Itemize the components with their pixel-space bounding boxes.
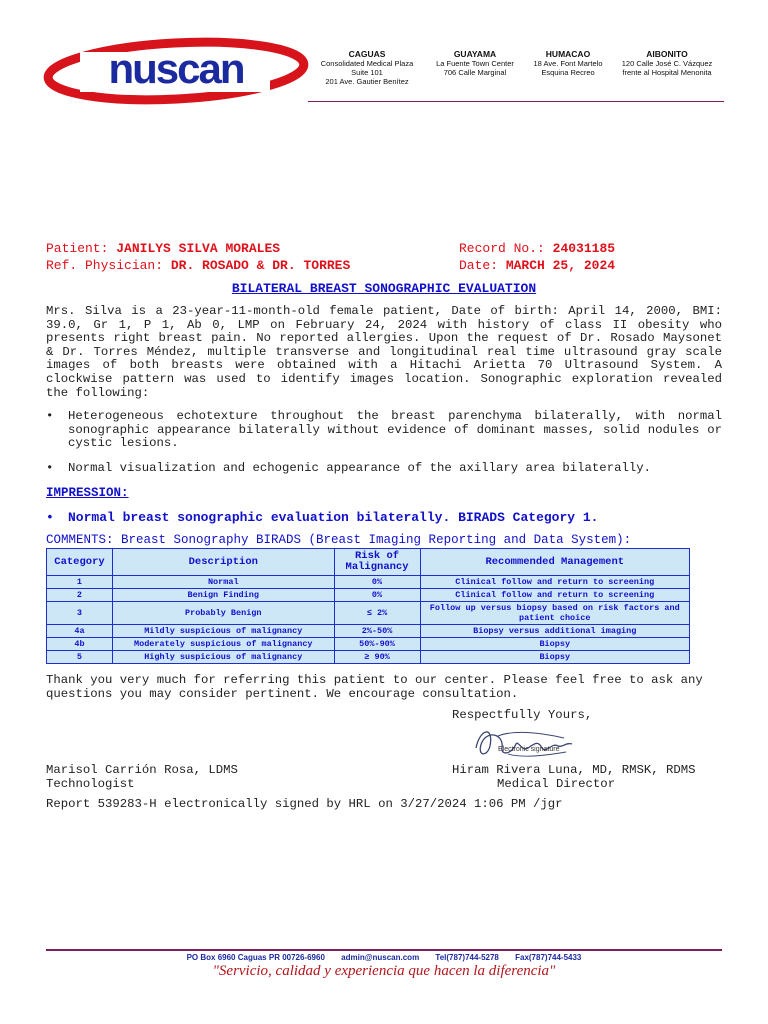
intro-paragraph: Mrs. Silva is a 23-year-11-month-old female patient, Date of birth: April 14, 2000, BMI: 39.0, Gr 1, P 1, Ab 0, LMP on February 24, 2024 with history of class II obesity who presents right breast pain. No reported allergies. Upon the request of Dr. Rosado Maysonet & Dr. Torres Méndez, multiple transverse and longitudinal real time ultrasound gray scale images of both breasts were obtained with a Hitachi Arietta 70 Ultrasound System. A clockwise pattern was used to identify images location. Sonographic exploration revealed the following:	[46, 304, 722, 400]
patient-name: JANILYS SILVA MORALES	[116, 241, 281, 256]
logo-text: nuscan	[108, 45, 244, 92]
finding-item	[46, 462, 722, 476]
location-line: Consolidated Medical Plaza	[320, 59, 414, 68]
director-name: Hiram Rivera Luna, MD, RMSK, RDMS	[452, 763, 696, 777]
location-caguas	[310, 50, 424, 86]
location-guayama	[426, 50, 524, 77]
table-cell: Mildly suspicious of malignancy	[112, 625, 334, 638]
table-cell: 4a	[47, 625, 113, 638]
signature-scribble	[468, 718, 578, 768]
table-cell: 0%	[334, 589, 420, 602]
table-cell: ≥ 90%	[334, 651, 420, 664]
impression-text: Normal breast sonographic evaluation bilaterally. BIRADS Category 1.	[68, 510, 599, 525]
table-cell: 2%-50%	[334, 625, 420, 638]
footer-email: admin@nuscan.com	[341, 953, 420, 962]
finding-text: Normal visualization and echogenic appearance of the axillary area bilaterally.	[68, 461, 651, 475]
technologist-title: Technologist	[46, 777, 135, 791]
footer-po-box: PO Box 6960 Caguas PR 00726-6960	[186, 953, 325, 962]
location-name: HUMACAO	[545, 49, 591, 59]
footer-fax: Fax(787)744-5433	[515, 953, 582, 962]
header-divider	[308, 101, 724, 102]
patient-label: Patient:	[46, 241, 109, 256]
physician-label: Ref. Physician:	[46, 258, 164, 273]
table-cell: 0%	[334, 576, 420, 589]
director-title: Medical Director	[497, 777, 616, 791]
table-cell: 50%-90%	[334, 638, 420, 651]
table-cell: Moderately suspicious of malignancy	[112, 638, 334, 651]
technologist-name: Marisol Carrión Rosa, LDMS	[46, 763, 238, 777]
location-line: Esquina Recreo	[541, 68, 595, 77]
table-cell: Normal	[112, 576, 334, 589]
closing-paragraph: Thank you very much for referring this patient to our center. Please feel free to ask any questions you may consider pertinent. We encourage consultation.	[46, 673, 703, 701]
table-cell: Probably Benign	[112, 602, 334, 625]
bullet-glyph: •	[46, 461, 54, 475]
table-header-row	[47, 549, 690, 576]
table-row	[47, 638, 690, 651]
table-cell: 2	[47, 589, 113, 602]
physician-name: DR. ROSADO & DR. TORRES	[170, 258, 351, 273]
nuscan-logo	[40, 34, 312, 106]
table-cell: Biopsy	[420, 651, 690, 664]
electronic-signed-line: Report 539283-H electronically signed by HRL on 3/27/2024 1:06 PM /jgr	[46, 797, 563, 811]
bullet-glyph: •	[46, 510, 54, 525]
table-cell: ≤ 2%	[334, 602, 420, 625]
table-cell: 3	[47, 602, 113, 625]
electronic-signature-label: Electronic signature	[498, 746, 560, 753]
column-header: Risk of Malignancy	[334, 549, 420, 576]
location-name: AIBONITO	[646, 49, 688, 59]
physician-line	[46, 257, 350, 274]
location-line: frente al Hospital Menonita	[622, 68, 712, 77]
table-row	[47, 576, 690, 589]
location-line: 18 Ave. Font Martelo	[533, 59, 603, 68]
record-label: Record No.:	[459, 241, 545, 256]
record-line	[459, 240, 615, 257]
location-name: CAGUAS	[348, 49, 386, 59]
location-line: 706 Calle Marginal	[443, 68, 507, 77]
footer-slogan: "Servicio, calidad y experiencia que hacen la diferencia"	[212, 963, 556, 979]
date-label: Date:	[459, 258, 499, 273]
table-row	[47, 651, 690, 664]
comments-line: COMMENTS: Breast Sonography BIRADS (Breast Imaging Reporting and Data System):	[46, 533, 632, 547]
patient-line	[46, 240, 280, 257]
table-cell: Benign Finding	[112, 589, 334, 602]
table-row	[47, 602, 690, 625]
footer-divider	[46, 949, 722, 951]
location-line: 120 Calle José C. Vázquez	[621, 59, 713, 68]
column-header: Description	[112, 549, 334, 576]
table-cell: Biopsy versus additional imaging	[420, 625, 690, 638]
table-cell: 4b	[47, 638, 113, 651]
report-date: MARCH 25, 2024	[505, 258, 616, 273]
footer-contact	[46, 953, 722, 962]
column-header: Recommended Management	[420, 549, 690, 576]
table-cell: Highly suspicious of malignancy	[112, 651, 334, 664]
table-row	[47, 625, 690, 638]
table-cell: 5	[47, 651, 113, 664]
location-humacao	[526, 50, 610, 77]
date-line	[459, 257, 615, 274]
bullet-glyph: •	[46, 409, 54, 423]
record-number: 24031185	[552, 241, 616, 256]
table-cell: 1	[47, 576, 113, 589]
impression-heading: IMPRESSION:	[46, 486, 129, 500]
location-line: La Fuente Town Center	[436, 59, 514, 68]
impression-item	[46, 510, 722, 525]
table-cell: Biopsy	[420, 638, 690, 651]
table-cell: Clinical follow and return to screening	[420, 589, 690, 602]
location-aibonito	[612, 50, 722, 77]
column-header: Category	[47, 549, 113, 576]
birads-table	[46, 548, 690, 664]
location-name: GUAYAMA	[453, 49, 497, 59]
table-cell: Clinical follow and return to screening	[420, 576, 690, 589]
location-line: 201 Ave. Gautier Benítez	[325, 77, 409, 86]
location-line: Suite 101	[351, 68, 383, 77]
table-row	[47, 589, 690, 602]
respectfully-yours: Respectfully Yours,	[452, 708, 593, 722]
table-cell: Follow up versus biopsy based on risk factors and patient choice	[420, 602, 690, 625]
finding-item	[46, 410, 722, 451]
finding-text: Heterogeneous echotexture throughout the breast parenchyma bilaterally, with normal sonographic appearance bilaterally without evidence of dominant masses, solid nodules or cystic lesions.	[68, 409, 722, 451]
report-title: BILATERAL BREAST SONOGRAPHIC EVALUATION	[231, 281, 537, 296]
footer-phone: Tel(787)744-5278	[435, 953, 499, 962]
